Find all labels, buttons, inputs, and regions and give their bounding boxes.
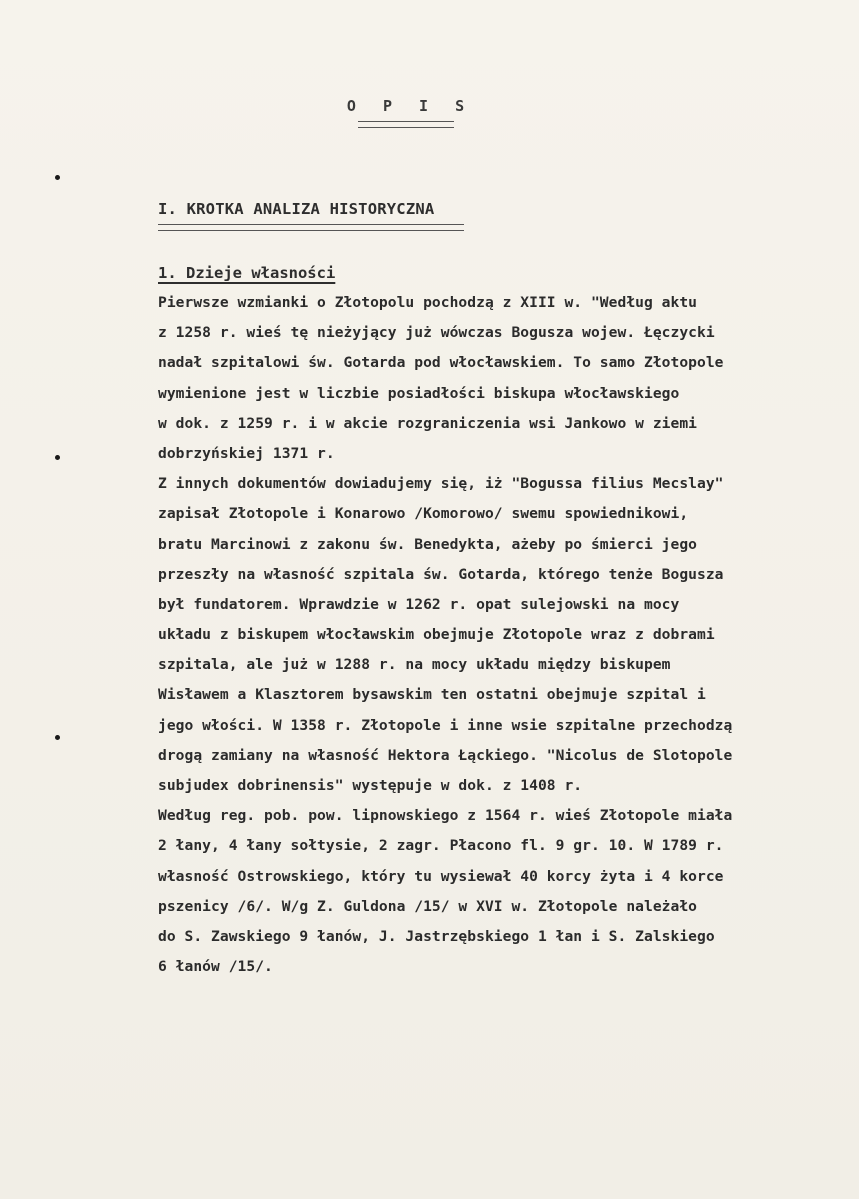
- text-line: był fundatorem. Wprawdzie w 1262 r. opat sulejowski na mocy: [158, 595, 680, 613]
- text-line: drogą zamiany na własność Hektora Łąckiego. "Nicolus de Slotopole: [158, 746, 733, 764]
- section-heading: I. KROTKA ANALIZA HISTORYCZNA: [158, 200, 435, 218]
- punch-hole-mark: [55, 735, 60, 740]
- text-line: subjudex dobrinensis" występuje w dok. z 1408 r.: [158, 777, 583, 794]
- title-double-underline: [358, 121, 454, 128]
- text-line: wymienione jest w liczbie posiadłości biskupa włocławskiego: [158, 384, 680, 402]
- text-line: do S. Zawskiego 9 łanów, J. Jastrzębskiego 1 łan i S. Zalskiego: [158, 927, 715, 945]
- text-line: Według reg. pob. pow. lipnowskiego z 1564 r. wieś Złotopole miała: [158, 807, 733, 825]
- punch-hole-mark: [55, 455, 60, 460]
- text-line: w dok. z 1259 r. i w akcie rozgraniczenia wsi Jankowo w ziemi: [158, 414, 698, 432]
- text-line: układu z biskupem włocławskim obejmuje Złotopole wraz z dobrami: [158, 626, 715, 644]
- text-line: przeszły na własność szpitala św. Gotarda, którego tenże Bogusza: [158, 565, 724, 583]
- text-line: Wisławem a Klasztorem bysawskim ten ostatni obejmuje szpital i: [158, 686, 706, 704]
- body-text: [158, 288, 848, 982]
- subsection-heading: 1. Dzieje własności: [158, 264, 336, 282]
- text-line: jego włości. W 1358 r. Złotopole i inne wsie szpitalne przechodzą: [158, 716, 733, 734]
- text-line: pszenicy /6/. W/g Z. Guldona /15/ w XVI w. Złotopole należało: [158, 897, 698, 915]
- punch-hole-mark: [55, 175, 60, 180]
- section-double-underline: [158, 224, 464, 231]
- text-line: nadał szpitalowi św. Gotarda pod włocławskiem. To samo Złotopole: [158, 354, 724, 372]
- text-line: zapisał Złotopole i Konarowo /Komorowo/ swemu spowiednikowi,: [158, 505, 689, 523]
- text-line: własność Ostrowskiego, który tu wysiewał 40 korcy żyta i 4 korce: [158, 867, 724, 885]
- text-line: szpitala, ale już w 1288 r. na mocy układu między biskupem: [158, 656, 671, 674]
- text-line: dobrzyńskiej 1371 r.: [158, 444, 335, 462]
- document-title: O P I S: [346, 97, 474, 115]
- text-line: bratu Marcinowi z zakonu św. Benedykta, ażeby po śmierci jego: [158, 535, 698, 553]
- text-line: 6 łanów /15/.: [158, 958, 273, 976]
- text-line: Pierwsze wzmianki o Złotopolu pochodzą z XIII w. "Według aktu: [158, 294, 698, 311]
- text-line: z 1258 r. wieś tę nieżyjący już wówczas Bogusza wojew. Łęczycki: [158, 324, 715, 342]
- text-line: 2 łany, 4 łany sołtysie, 2 zagr. Płacono fl. 9 gr. 10. W 1789 r.: [158, 837, 724, 855]
- text-line: Z innych dokumentów dowiadujemy się, iż "Bogussa filius Mecslay": [158, 475, 724, 493]
